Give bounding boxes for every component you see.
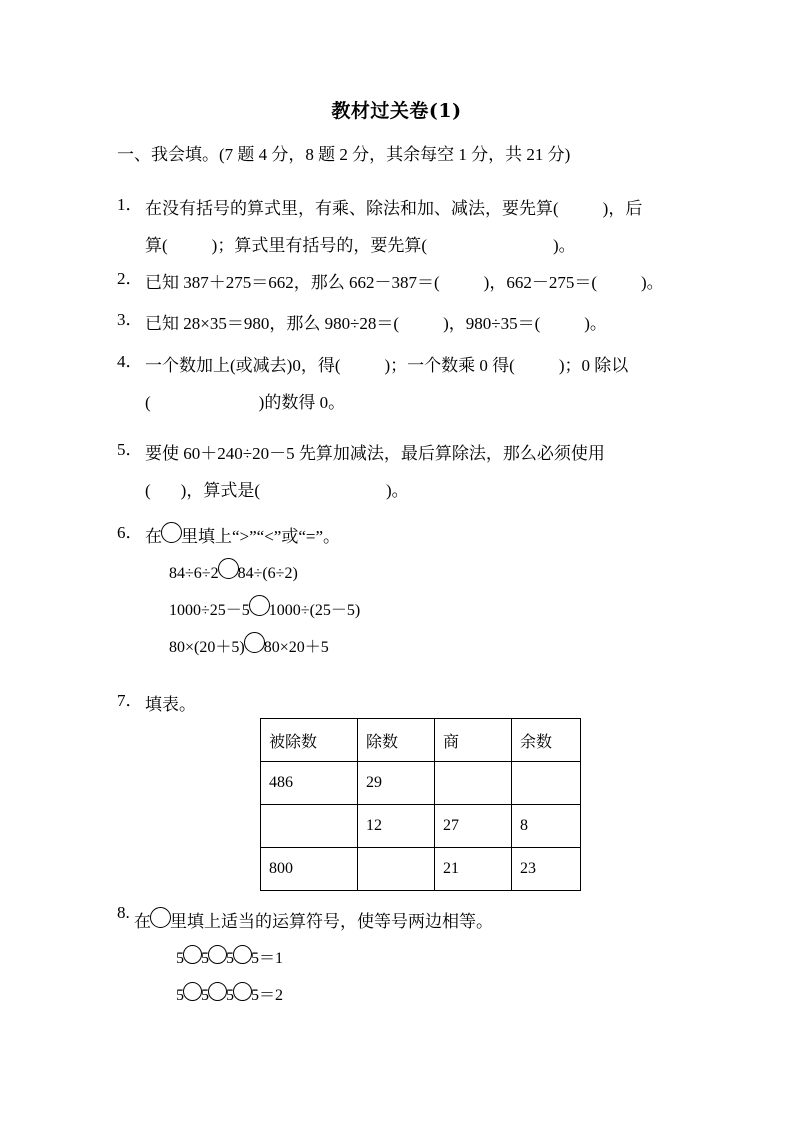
comparison-row: [145, 555, 737, 592]
equation-term: 5: [226, 950, 234, 967]
question-6-body: [145, 518, 737, 555]
circle-blank-icon[interactable]: [218, 558, 239, 579]
question-1-text-b: )，后: [602, 199, 643, 218]
comparison-right: 84÷(6÷2): [237, 565, 298, 582]
equation-term: 5: [201, 950, 209, 967]
equation-term: 5＝2: [251, 987, 284, 1004]
question-4-body: [145, 347, 737, 421]
question-8-equation-rows: [134, 940, 737, 1014]
table-cell[interactable]: 27: [435, 805, 512, 848]
comparison-row: [145, 592, 737, 629]
question-5-number: 5．: [117, 440, 143, 459]
question-4: [117, 347, 737, 421]
equation-term: 5: [201, 987, 209, 1004]
question-3-text-c: )。: [584, 314, 607, 333]
table-cell[interactable]: [261, 805, 358, 848]
question-1-line-2: [145, 227, 737, 264]
comparison-left: 84÷6÷2: [169, 565, 219, 582]
equation-term: 5: [176, 987, 184, 1004]
circle-blank-icon[interactable]: [150, 907, 171, 928]
question-2-line-1: [145, 264, 737, 301]
equation-term: 5: [226, 987, 234, 1004]
question-1-text-d: )；算式里有括号的，要先算(: [211, 236, 427, 255]
table-header-row: [261, 719, 581, 762]
question-3: [117, 305, 737, 342]
question-1: [117, 190, 737, 264]
comparison-left: 80×(20＋5): [169, 639, 245, 656]
question-2-text-a: 已知 387＋275＝662，那么 662－387＝(: [145, 273, 440, 292]
question-5-text-a: (: [145, 481, 151, 500]
table-cell[interactable]: 23: [512, 848, 581, 891]
equation-row: [134, 940, 737, 977]
comparison-left: 1000÷25－5: [169, 602, 250, 619]
circle-blank-icon[interactable]: [249, 595, 270, 616]
equation-term: 5＝1: [251, 950, 284, 967]
circle-blank-icon[interactable]: [183, 982, 202, 1001]
question-8-number: 8.: [117, 903, 130, 922]
question-3-line-1: [145, 305, 737, 342]
question-1-text-e: )。: [553, 236, 576, 255]
question-4-text-a: 一个数加上(或减去)0，得(: [145, 356, 341, 375]
circle-blank-icon[interactable]: [208, 945, 227, 964]
question-1-number: 1．: [117, 195, 143, 214]
table-cell[interactable]: [435, 762, 512, 805]
question-6: [117, 518, 737, 666]
equation-term: 5: [176, 950, 184, 967]
table-cell[interactable]: 8: [512, 805, 581, 848]
table-cell[interactable]: 486: [261, 762, 358, 805]
question-6-prompt: [145, 518, 737, 555]
table-row: [261, 848, 581, 891]
circle-blank-icon[interactable]: [208, 982, 227, 1001]
question-8-text-a: 在: [134, 912, 151, 931]
table-row: [261, 805, 581, 848]
question-6-text-b: 里填上“>”“<”或“=”。: [181, 527, 341, 546]
comparison-row: [145, 629, 737, 666]
question-2-body: [145, 264, 737, 301]
table-cell[interactable]: 12: [358, 805, 435, 848]
table-header-cell: 余数: [512, 719, 581, 762]
question-5-text-b: )，算式是(: [180, 481, 260, 500]
table-header-cell: 商: [435, 719, 512, 762]
question-1-body: [145, 190, 737, 264]
question-4-number: 4．: [117, 352, 143, 371]
table-cell[interactable]: 29: [358, 762, 435, 805]
question-7-number: 7．: [117, 691, 143, 710]
question-3-body: [145, 305, 737, 342]
table-header-cell: 被除数: [261, 719, 358, 762]
question-2: [117, 264, 737, 301]
question-8: [117, 903, 737, 1014]
question-3-text-b: )，980÷35＝(: [443, 314, 541, 333]
question-3-number: 3．: [117, 310, 143, 329]
question-1-text-a: 在没有括号的算式里，有乘、除法和加、减法，要先算(: [145, 199, 559, 218]
table-cell[interactable]: 21: [435, 848, 512, 891]
division-fill-table: [260, 718, 581, 891]
question-8-text-b: 里填上适当的运算符号，使等号两边相等。: [170, 912, 493, 931]
table-cell[interactable]: [358, 848, 435, 891]
question-5-text-c: )。: [386, 481, 409, 500]
question-4-line-2: [145, 384, 737, 421]
circle-blank-icon[interactable]: [233, 945, 252, 964]
comparison-right: 1000÷(25－5): [268, 602, 361, 619]
question-5-body: [145, 435, 737, 509]
question-4-line-1: [145, 347, 737, 384]
question-4-text-e: )的数得 0。: [258, 393, 346, 412]
section-heading: 一、我会填。(7 题 4 分，8 题 2 分，其余每空 1 分，共 21 分): [117, 145, 571, 164]
circle-blank-icon[interactable]: [183, 945, 202, 964]
question-3-text-a: 已知 28×35＝980，那么 980÷28＝(: [145, 314, 400, 333]
question-5: [117, 435, 737, 509]
question-5-line-2: [145, 472, 737, 509]
circle-blank-icon[interactable]: [233, 982, 252, 1001]
table-row: [261, 762, 581, 805]
table-header-cell: 除数: [358, 719, 435, 762]
question-1-line-1: [145, 190, 737, 227]
question-1-text-c: 算(: [145, 236, 168, 255]
circle-blank-icon[interactable]: [161, 522, 182, 543]
circle-blank-icon[interactable]: [244, 632, 265, 653]
question-7-prompt: 填表。: [145, 695, 196, 714]
comparison-right: 80×20＋5: [263, 639, 329, 656]
question-2-text-b: )，662－275＝(: [483, 273, 597, 292]
question-5-line-1: 要使 60＋240÷20－5 先算加减法，最后算除法，那么必须使用: [145, 444, 605, 463]
question-6-comparison-rows: [145, 555, 737, 666]
question-8-prompt: [134, 903, 737, 940]
question-2-text-c: )。: [641, 273, 664, 292]
question-4-text-c: )；0 除以: [558, 356, 629, 375]
table-cell[interactable]: [512, 762, 581, 805]
question-2-number: 2．: [117, 269, 143, 288]
question-6-text-a: 在: [145, 527, 162, 546]
question-4-text-b: )；一个数乘 0 得(: [384, 356, 515, 375]
page-title: 教材过关卷(1): [331, 100, 462, 122]
table-cell[interactable]: 800: [261, 848, 358, 891]
question-6-number: 6．: [117, 523, 143, 542]
question-8-body: [134, 903, 737, 940]
question-4-text-d: (: [145, 393, 151, 412]
equation-row: [134, 977, 737, 1014]
